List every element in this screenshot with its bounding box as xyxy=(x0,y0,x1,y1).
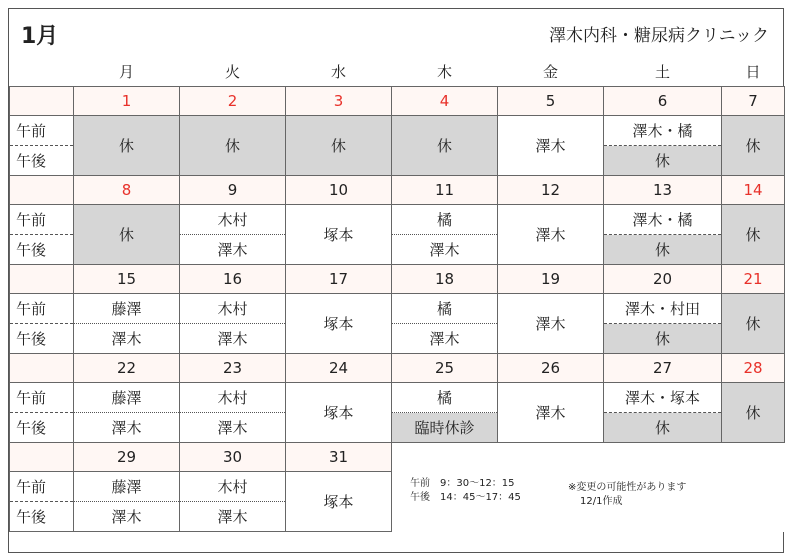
weekday-tue: 火 xyxy=(224,63,240,81)
schedule-cell: 澤木 xyxy=(180,413,286,443)
weekday-mon: 月 xyxy=(118,63,134,81)
schedule-cell: 休 xyxy=(604,146,722,176)
date-row-label xyxy=(10,443,74,472)
schedule-cell: 藤澤 xyxy=(74,294,180,324)
pm-label: 午後 xyxy=(10,235,74,265)
date-cell: 25 xyxy=(392,354,498,383)
schedule-cell: 橘 xyxy=(392,383,498,413)
am-label: 午前 xyxy=(10,294,74,324)
date-cell: 16 xyxy=(180,265,286,294)
schedule-cell: 休 xyxy=(392,116,498,176)
schedule-cell: 塚本 xyxy=(286,205,392,265)
schedule-cell: 塚本 xyxy=(286,294,392,354)
month-title: 1月 xyxy=(21,24,59,49)
schedule-cell: 塚本 xyxy=(286,383,392,443)
schedule-cell: 藤澤 xyxy=(74,472,180,502)
date-cell: 30 xyxy=(180,443,286,472)
date-cell: 17 xyxy=(286,265,392,294)
pm-label: 午後 xyxy=(10,324,74,354)
date-row-label xyxy=(10,176,74,205)
date-cell: 6 xyxy=(604,87,722,116)
am-row xyxy=(10,294,785,324)
calendar-sheet xyxy=(8,8,784,553)
am-label: 午前 xyxy=(10,116,74,146)
pm-row xyxy=(10,413,785,443)
change-notice: ※変更の可能性があります xyxy=(568,482,687,493)
schedule-cell: 休 xyxy=(74,116,180,176)
weekday-header-row xyxy=(10,57,785,87)
date-cell: 13 xyxy=(604,176,722,205)
header-blank xyxy=(10,57,74,87)
afternoon-hours: 午後 14：45～17：45 xyxy=(410,492,521,503)
date-cell: 24 xyxy=(286,354,392,383)
schedule-cell: 橘 xyxy=(392,205,498,235)
schedule-cell: 休 xyxy=(722,294,785,354)
schedule-cell: 澤木 xyxy=(180,235,286,265)
schedule-cell: 澤木 xyxy=(180,502,286,532)
weekday-fri: 金 xyxy=(542,63,558,81)
weekday-wed: 水 xyxy=(330,63,346,81)
schedule-cell: 木村 xyxy=(180,383,286,413)
date-row-label xyxy=(10,354,74,383)
schedule-cell: 澤木 xyxy=(498,116,604,176)
schedule-cell: 休 xyxy=(604,413,722,443)
schedule-cell: 澤木・橘 xyxy=(604,116,722,146)
schedule-cell: 澤木 xyxy=(74,413,180,443)
schedule-cell: 澤木 xyxy=(392,324,498,354)
schedule-cell: 澤木 xyxy=(498,294,604,354)
date-cell: 11 xyxy=(392,176,498,205)
date-cell: 20 xyxy=(604,265,722,294)
schedule-cell: 澤木・橘 xyxy=(604,205,722,235)
date-cell: 27 xyxy=(604,354,722,383)
am-row xyxy=(10,383,785,413)
date-cell: 2 xyxy=(180,87,286,116)
weekday-sat: 土 xyxy=(654,63,670,81)
schedule-cell: 藤澤 xyxy=(74,383,180,413)
schedule-cell: 澤木 xyxy=(74,324,180,354)
schedule-cell: 木村 xyxy=(180,205,286,235)
date-cell: 21 xyxy=(722,265,785,294)
schedule-cell: 澤木 xyxy=(180,324,286,354)
created-date: 12/1作成 xyxy=(580,496,623,507)
date-row xyxy=(10,87,785,116)
am-label: 午前 xyxy=(10,205,74,235)
schedule-cell: 澤木 xyxy=(498,383,604,443)
schedule-cell: 澤木・塚本 xyxy=(604,383,722,413)
am-row xyxy=(10,205,785,235)
schedule-cell: 澤木 xyxy=(74,502,180,532)
date-cell: 8 xyxy=(74,176,180,205)
schedule-cell: 休 xyxy=(722,205,785,265)
schedule-cell: 木村 xyxy=(180,294,286,324)
title-bar xyxy=(9,9,783,57)
weekday-thu: 木 xyxy=(436,63,452,81)
date-row xyxy=(10,443,785,472)
schedule-cell: 休 xyxy=(286,116,392,176)
schedule-cell: 休 xyxy=(722,383,785,443)
schedule-cell: 澤木 xyxy=(392,235,498,265)
schedule-cell: 休 xyxy=(180,116,286,176)
pm-label: 午後 xyxy=(10,146,74,176)
schedule-cell: 塚本 xyxy=(286,472,392,532)
am-row xyxy=(10,116,785,146)
date-cell: 15 xyxy=(74,265,180,294)
date-cell: 19 xyxy=(498,265,604,294)
date-cell: 18 xyxy=(392,265,498,294)
date-row xyxy=(10,354,785,383)
schedule-cell: 休 xyxy=(604,324,722,354)
schedule-cell: 澤木・村田 xyxy=(604,294,722,324)
date-cell: 22 xyxy=(74,354,180,383)
date-cell: 9 xyxy=(180,176,286,205)
date-cell: 14 xyxy=(722,176,785,205)
clinic-name: 澤木内科・糖尿病クリニック xyxy=(549,26,769,46)
date-cell: 29 xyxy=(74,443,180,472)
morning-hours: 午前 9：30～12：15 xyxy=(410,478,515,489)
date-cell: 31 xyxy=(286,443,392,472)
am-label: 午前 xyxy=(10,472,74,502)
date-cell: 10 xyxy=(286,176,392,205)
date-cell: 5 xyxy=(498,87,604,116)
date-cell: 7 xyxy=(722,87,785,116)
pm-label: 午後 xyxy=(10,502,74,532)
date-cell: 4 xyxy=(392,87,498,116)
schedule-cell: 休 xyxy=(604,235,722,265)
schedule-cell: 休 xyxy=(74,205,180,265)
date-cell: 3 xyxy=(286,87,392,116)
date-cell: 1 xyxy=(74,87,180,116)
weekday-sun: 日 xyxy=(745,63,761,81)
pm-label: 午後 xyxy=(10,413,74,443)
schedule-cell: 澤木 xyxy=(498,205,604,265)
date-cell: 28 xyxy=(722,354,785,383)
date-cell: 23 xyxy=(180,354,286,383)
date-cell: 12 xyxy=(498,176,604,205)
schedule-cell: 橘 xyxy=(392,294,498,324)
temporary-closure-cell: 臨時休診 xyxy=(392,413,498,443)
date-row-label xyxy=(10,265,74,294)
date-row-label xyxy=(10,87,74,116)
date-row xyxy=(10,176,785,205)
date-cell: 26 xyxy=(498,354,604,383)
date-row xyxy=(10,265,785,294)
schedule-table xyxy=(9,57,785,532)
pm-row xyxy=(10,324,785,354)
schedule-cell: 休 xyxy=(722,116,785,176)
schedule-cell: 木村 xyxy=(180,472,286,502)
am-label: 午前 xyxy=(10,383,74,413)
